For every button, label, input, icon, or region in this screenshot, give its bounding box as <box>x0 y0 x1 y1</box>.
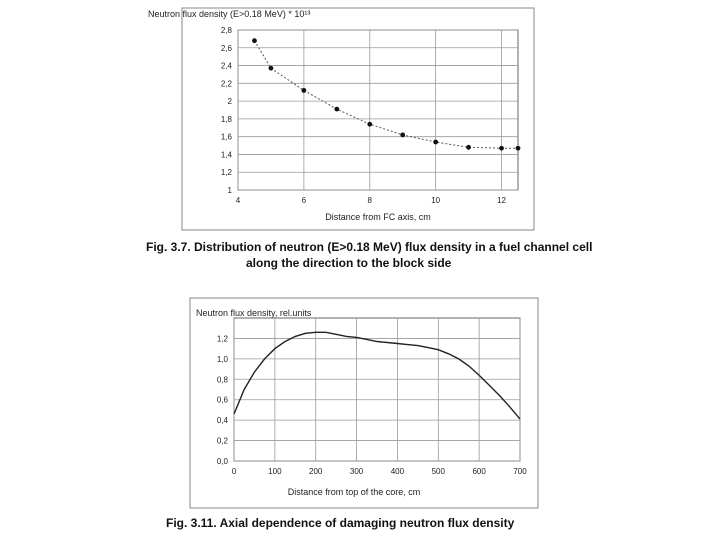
data-point <box>301 88 306 93</box>
x-tick-label: 200 <box>309 467 323 476</box>
x-tick-label: 100 <box>268 467 282 476</box>
data-point <box>367 122 372 127</box>
chart2-title: Neutron flux density, rel.units <box>196 308 312 318</box>
data-point <box>269 66 274 71</box>
y-tick-label: 1,4 <box>220 150 232 160</box>
chart1-x-axis-label: Distance from FC axis, cm <box>325 212 431 222</box>
y-tick-label: 0,4 <box>216 416 228 426</box>
x-tick-label: 6 <box>301 196 307 205</box>
data-point <box>499 146 504 151</box>
x-tick-label: 0 <box>231 467 237 476</box>
chart1-gridlines <box>238 30 518 190</box>
chart1-plot-area <box>238 30 518 190</box>
y-tick-label: 1,0 <box>216 354 228 364</box>
y-tick-label: 1,6 <box>220 132 232 142</box>
y-tick-label: 0,2 <box>216 436 228 446</box>
x-tick-label: 700 <box>513 467 527 476</box>
x-tick-label: 12 <box>497 196 506 205</box>
chart1-trend-curve <box>255 41 519 149</box>
y-tick-label: 2,6 <box>220 43 232 53</box>
chart2-plot-area <box>234 318 520 461</box>
x-tick-label: 500 <box>431 467 445 476</box>
x-tick-label: 400 <box>390 467 405 476</box>
chart1-x-tick-labels <box>236 196 507 205</box>
y-tick-label: 0,8 <box>216 375 228 385</box>
figure-3-11-caption: Fig. 3.11. Axial dependence of damaging neutron flux density <box>166 516 515 530</box>
chart2-series-line <box>234 332 520 419</box>
y-tick-label: 2,4 <box>220 61 232 71</box>
y-tick-label: 0,6 <box>216 395 228 405</box>
x-tick-label: 300 <box>349 467 364 476</box>
chart2-gridlines <box>234 318 520 461</box>
x-tick-label: 600 <box>472 467 486 476</box>
y-tick-label: 1,8 <box>220 114 232 124</box>
chart2-x-axis-label: Distance from top of the core, cm <box>287 487 421 497</box>
y-tick-label: 1,2 <box>220 168 232 178</box>
x-tick-label: 4 <box>235 196 241 205</box>
flux-distribution-chart <box>148 8 534 230</box>
data-point <box>433 140 438 145</box>
data-point <box>516 146 521 151</box>
data-point <box>252 38 257 43</box>
chart1-title: Neutron flux density (E>0.18 MeV) * 10¹³ <box>148 9 311 19</box>
axial-flux-chart <box>190 298 538 508</box>
data-point <box>400 132 405 137</box>
chart2-y-tick-labels <box>217 334 229 466</box>
y-tick-label: 1,2 <box>216 334 228 344</box>
x-tick-label: 8 <box>367 196 372 205</box>
x-tick-label: 10 <box>431 196 441 205</box>
y-tick-label: 2 <box>227 97 232 107</box>
y-tick-label: 2,8 <box>220 26 232 35</box>
data-point <box>466 145 471 150</box>
chart1-y-tick-labels <box>221 26 233 195</box>
chart2-x-tick-labels <box>232 467 527 476</box>
figure-3-7-caption-line1: Fig. 3.7. Distribution of neutron (E>0.18 MeV) flux density in a fuel channel cell <box>146 240 593 254</box>
y-tick-label: 2,2 <box>220 79 232 89</box>
y-tick-label: 1 <box>227 186 232 195</box>
figure-3-7-caption-line2: along the direction to the block side <box>246 256 452 270</box>
chart1-data-points <box>252 38 520 150</box>
chart2-outer-frame <box>190 298 538 508</box>
data-point <box>334 107 339 112</box>
y-tick-label: 0,0 <box>216 457 228 466</box>
